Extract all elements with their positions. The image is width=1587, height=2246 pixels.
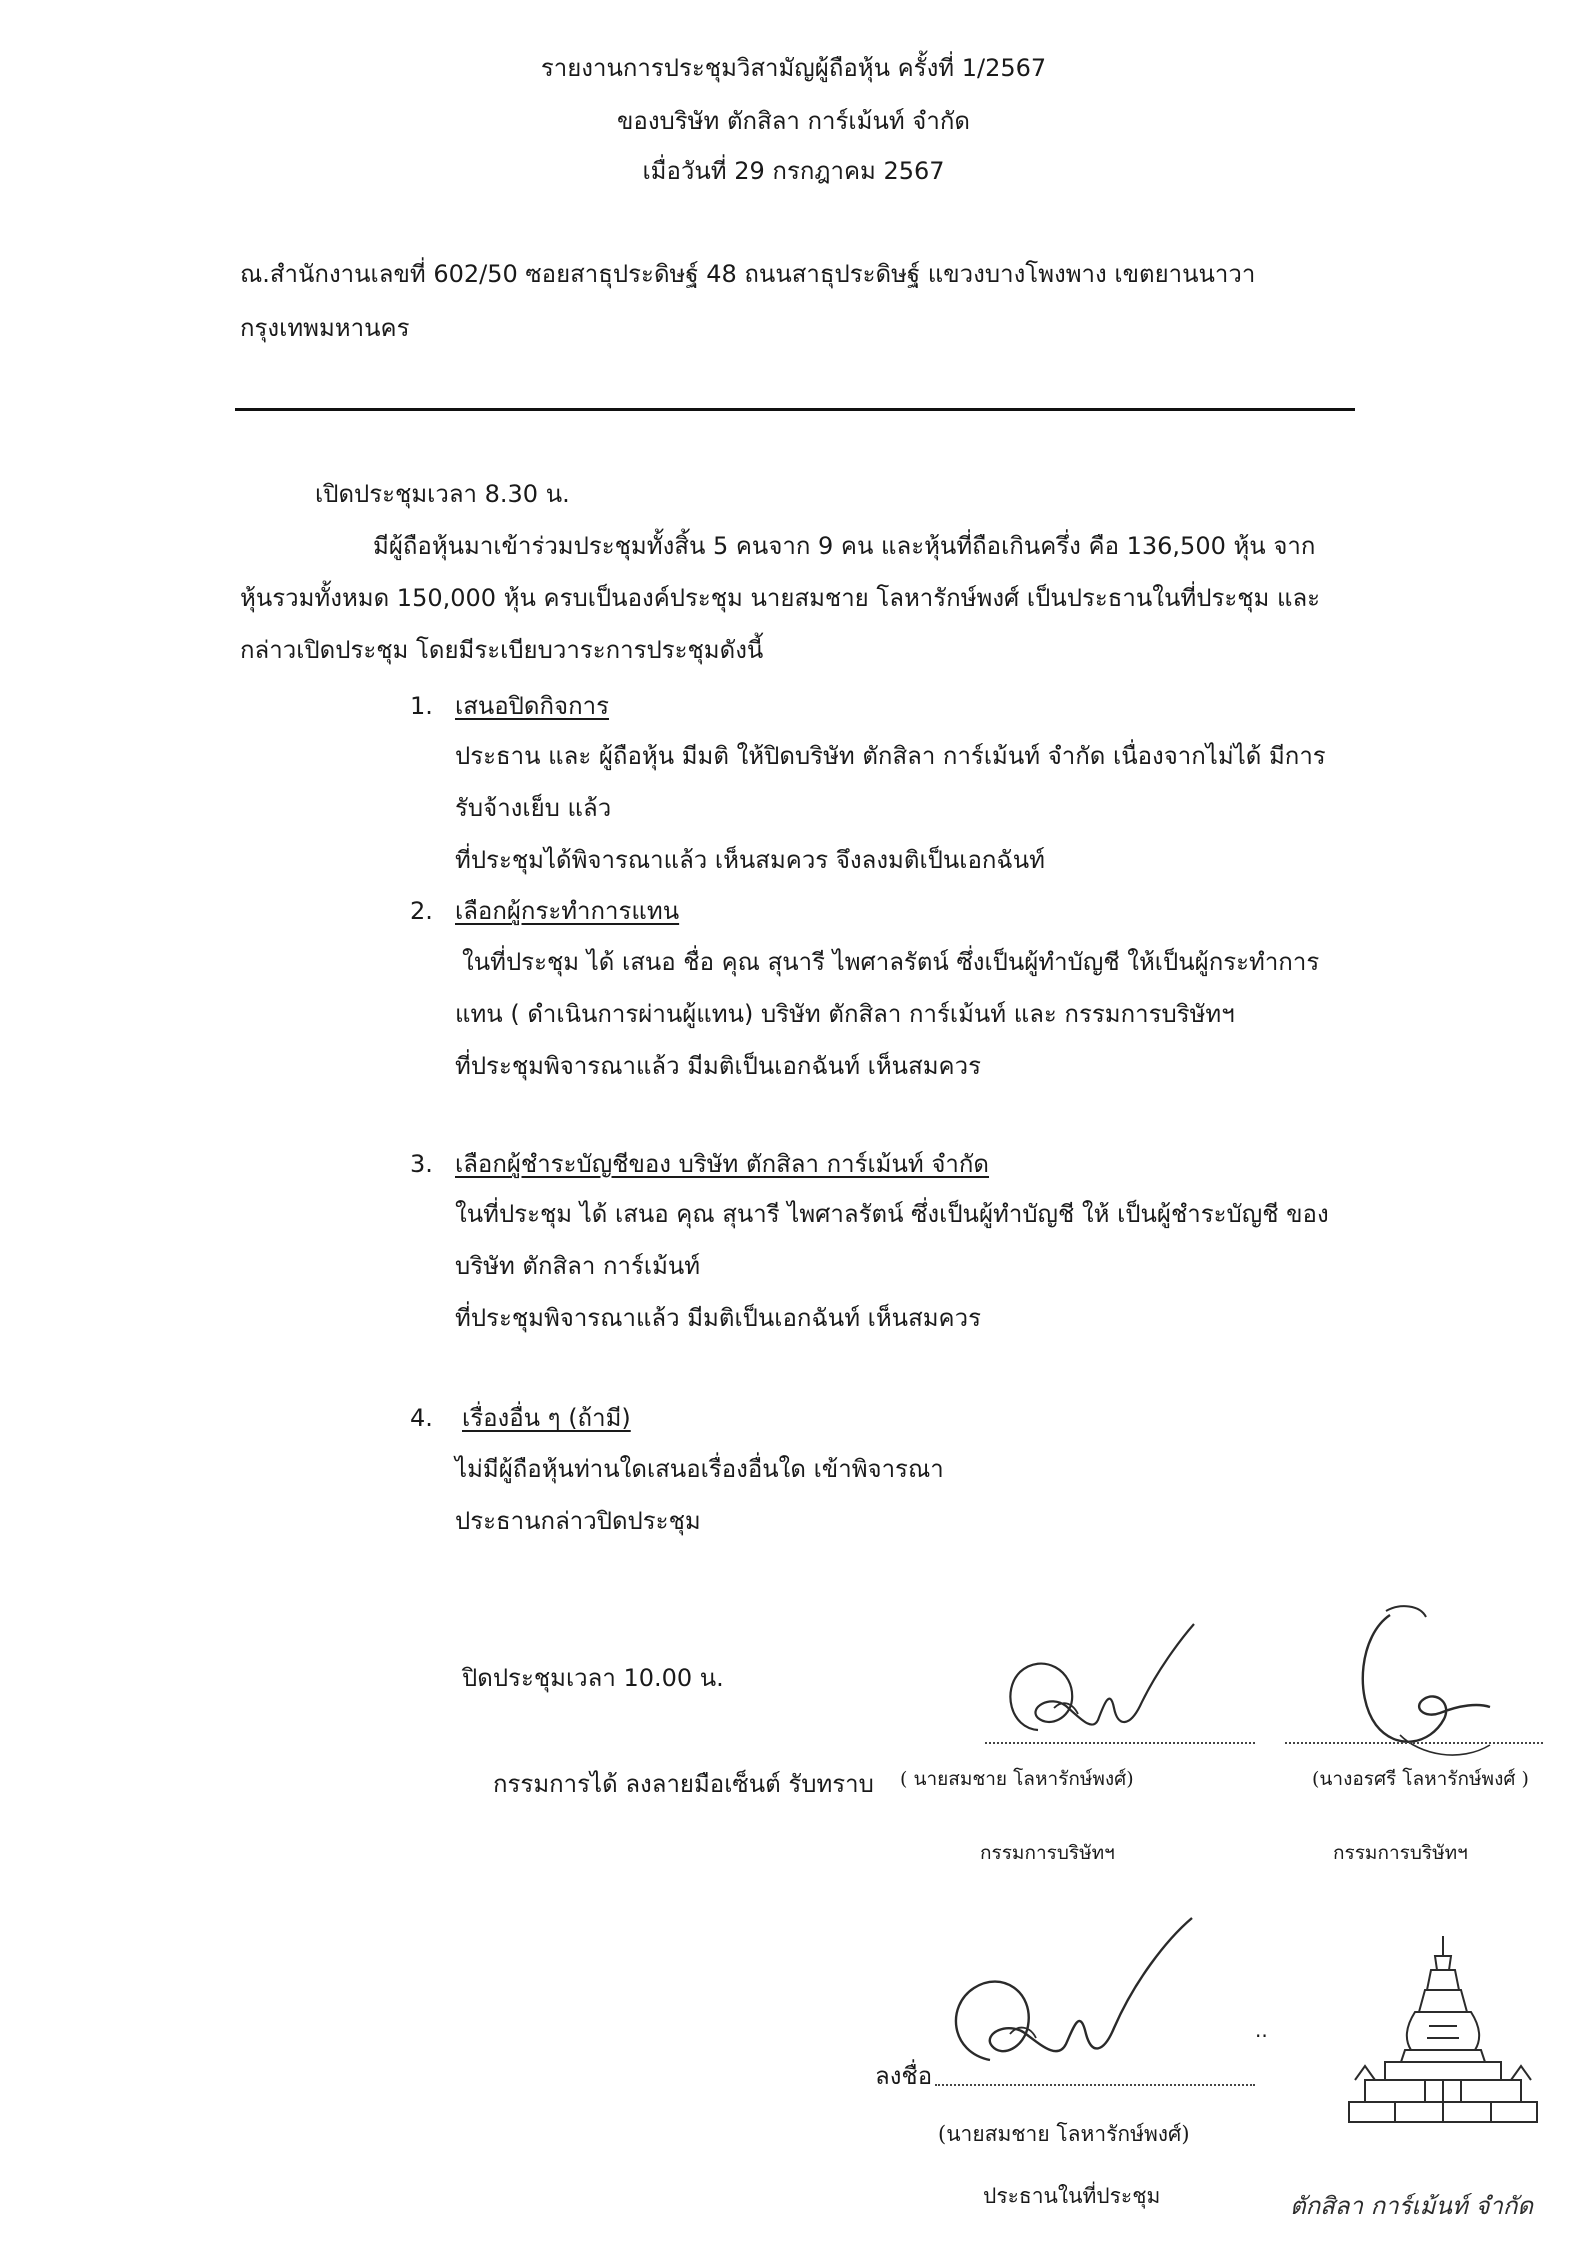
agenda-title: เรื่องอื่น ๆ (ถ้ามี) bbox=[462, 1404, 631, 1432]
agenda-line: บริษัท ตักสิลา การ์เม้นท์ bbox=[455, 1252, 701, 1280]
location-line-1: ณ.สำนักงานเลขที่ 602/50 ซอยสาธุประดิษฐ์ 48 ถนนสาธุประดิษฐ์ แขวงบางโพงพาง เขตยานนาวา bbox=[240, 260, 1256, 288]
agenda-line: ในที่ประชุม ได้ เสนอ คุณ สุนารี ไพศาลรัตน์ ซึ่งเป็นผู้ทำบัญชี ให้ เป็นผู้ชำระบัญชี ของ bbox=[455, 1200, 1329, 1228]
location-line-2: กรุงเทพมหานคร bbox=[240, 314, 410, 342]
director-2-name: (นางอรศรี โลหารักษ์พงศ์ ) bbox=[1312, 1768, 1529, 1790]
directors-acknowledgement: กรรมการได้ ลงลายมือเซ็นต์ รับทราบ bbox=[493, 1770, 874, 1798]
agenda-line: แทน ( ดำเนินการผ่านผู้แทน) บริษัท ตักสิลา การ์เม้นท์ และ กรรมการบริษัทฯ bbox=[455, 1000, 1235, 1028]
agenda-line: ที่ประชุมพิจารณาแล้ว มีมติเป็นเอกฉันท์ เห็นสมควร bbox=[455, 1304, 981, 1332]
opening-paragraph-line-3: กล่าวเปิดประชุม โดยมีระเบียบวาระการประชุมดังนี้ bbox=[240, 636, 764, 664]
dots-mark: .. bbox=[1255, 2018, 1268, 2042]
company-stamp-caption: ตักสิลา การ์เม้นท์ จำกัด bbox=[1290, 2192, 1534, 2220]
agenda-line: ในที่ประชุม ได้ เสนอ ชื่อ คุณ สุนารี ไพศาลรัตน์ ซึ่งเป็นผู้ทำบัญชี ให้เป็นผู้กระทำการ bbox=[462, 948, 1320, 976]
agenda-number: 2. bbox=[410, 897, 433, 925]
agenda-title: เลือกผู้ชำระบัญชีของ บริษัท ตักสิลา การ์เม้นท์ จำกัด bbox=[455, 1150, 990, 1178]
director-1-title: กรรมการบริษัทฯ bbox=[980, 1842, 1115, 1864]
chairman-name: (นายสมชาย โลหารักษ์พงศ์) bbox=[938, 2122, 1190, 2146]
director-2-signature-line bbox=[1285, 1742, 1543, 1744]
agenda-line: ที่ประชุมได้พิจารณาแล้ว เห็นสมควร จึงลงมติเป็นเอกฉันท์ bbox=[455, 846, 1046, 874]
chairman-signature-line bbox=[935, 2084, 1255, 2086]
agenda-number: 3. bbox=[410, 1150, 433, 1178]
opening-time: เปิดประชุมเวลา 8.30 น. bbox=[315, 480, 570, 508]
closing-time: ปิดประชุมเวลา 10.00 น. bbox=[462, 1664, 724, 1692]
company-line: ของบริษัท ตักสิลา การ์เม้นท์ จำกัด bbox=[617, 107, 970, 135]
director-1-signature-line bbox=[985, 1742, 1255, 1744]
horizontal-rule bbox=[235, 408, 1355, 411]
report-title: รายงานการประชุมวิสามัญผู้ถือหุ้น ครั้งที่ 1/2567 bbox=[540, 54, 1047, 82]
director-2-signature bbox=[1340, 1595, 1530, 1765]
sign-label: ลงชื่อ bbox=[875, 2062, 933, 2090]
chairman-title: ประธานในที่ประชุม bbox=[983, 2184, 1161, 2208]
opening-paragraph-line-1: มีผู้ถือหุ้นมาเข้าร่วมประชุมทั้งสิ้น 5 คนจาก 9 คน และหุ้นที่ถือเกินครึ่ง คือ 136,500 หุ้น จาก bbox=[373, 532, 1316, 560]
agenda-title: เลือกผู้กระทำการแทน bbox=[455, 897, 680, 925]
meeting-date: เมื่อวันที่ 29 กรกฎาคม 2567 bbox=[642, 157, 945, 185]
agenda-line: ไม่มีผู้ถือหุ้นท่านใดเสนอเรื่องอื่นใด เข้าพิจารณา bbox=[455, 1455, 944, 1483]
director-1-signature bbox=[980, 1610, 1220, 1750]
agenda-line: ที่ประชุมพิจารณาแล้ว มีมติเป็นเอกฉันท์ เห็นสมควร bbox=[455, 1052, 981, 1080]
director-2-title: กรรมการบริษัทฯ bbox=[1333, 1842, 1468, 1864]
company-stamp-pagoda bbox=[1325, 1930, 1555, 2160]
agenda-line: ประธานกล่าวปิดประชุม bbox=[455, 1507, 701, 1535]
agenda-title: เสนอปิดกิจการ bbox=[455, 692, 609, 720]
agenda-line: ประธาน และ ผู้ถือหุ้น มีมติ ให้ปิดบริษัท ตักสิลา การ์เม้นท์ จำกัด เนื่องจากไม่ได้ มีการ bbox=[455, 742, 1326, 770]
agenda-line: รับจ้างเย็บ แล้ว bbox=[455, 794, 612, 822]
agenda-number: 4. bbox=[410, 1404, 433, 1432]
opening-paragraph-line-2: หุ้นรวมทั้งหมด 150,000 หุ้น ครบเป็นองค์ประชุม นายสมชาย โลหารักษ์พงศ์ เป็นประธานในที่ประชุม และ bbox=[240, 584, 1321, 612]
agenda-number: 1. bbox=[410, 692, 433, 720]
chairman-signature bbox=[930, 1910, 1220, 2080]
director-1-name: ( นายสมชาย โลหารักษ์พงศ์) bbox=[900, 1768, 1134, 1790]
